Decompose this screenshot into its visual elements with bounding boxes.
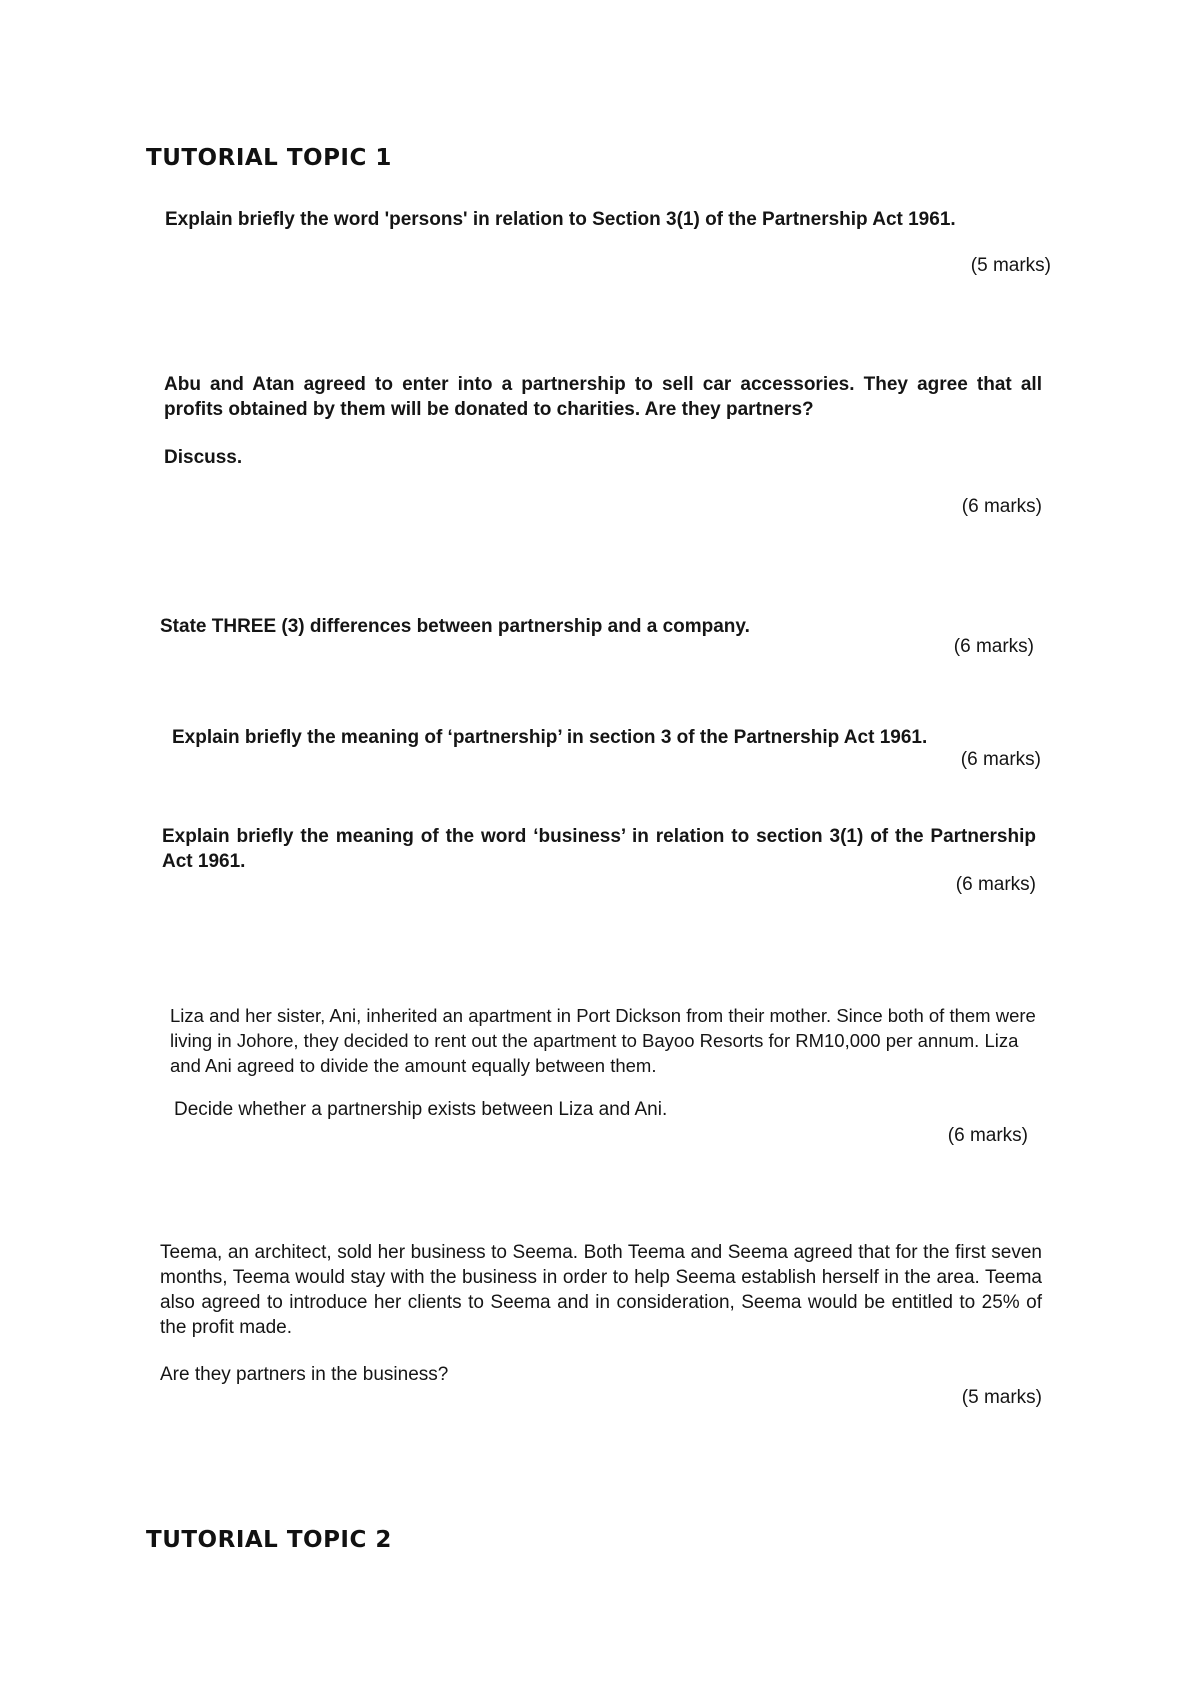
question-4-marks: (6 marks)	[960, 749, 1041, 770]
question-2-marks: (6 marks)	[961, 496, 1042, 517]
question-7-text: Teema, an architect, sold her business to Seema. Both Teema and Seema agreed that for the first seven months, Teema would stay with the business in order to help Seema establish herself in the area. Teema also agreed to introduce her clients to Seema and in consideration, Seema would be entitled to 25% of the profit made.	[160, 1242, 1042, 1338]
question-1-marks: (5 marks)	[970, 255, 1051, 276]
question-3-marks: (6 marks)	[953, 636, 1034, 657]
question-1-text: Explain briefly the word 'persons' in relation to Section 3(1) of the Partnership Act 1961.	[165, 209, 956, 230]
question-6-prompt: Decide whether a partnership exists between Liza and Ani.	[174, 1099, 668, 1120]
question-4-text: Explain briefly the meaning of ‘partnership’ in section 3 of the Partnership Act 1961.	[172, 727, 928, 748]
question-5-marks: (6 marks)	[955, 874, 1036, 895]
question-7-marks: (5 marks)	[961, 1387, 1042, 1408]
question-7-prompt: Are they partners in the business?	[160, 1364, 449, 1385]
topic-1-heading: TUTORIAL TOPIC 1	[146, 145, 392, 171]
question-2-text: Abu and Atan agreed to enter into a partnership to sell car accessories. They agree that all profits obtained by them will be donated to charities. Are they partners?	[164, 374, 1042, 420]
question-6-marks: (6 marks)	[947, 1125, 1028, 1146]
topic-2-heading: TUTORIAL TOPIC 2	[146, 1527, 392, 1553]
question-2-prompt: Discuss.	[164, 447, 243, 468]
question-6-text: Liza and her sister, Ani, inherited an apartment in Port Dickson from their mother. Since both of them were living in Johore, they decided to rent out the apartment to Bayoo Resorts for RM10,000 per annum. Liza and Ani agreed to divide the amount equally between them.	[170, 1005, 1036, 1076]
question-5-text: Explain briefly the meaning of the word ‘business’ in relation to section 3(1) of the Partnership Act 1961.	[162, 826, 1036, 872]
question-3-text: State THREE (3) differences between partnership and a company.	[160, 616, 750, 637]
